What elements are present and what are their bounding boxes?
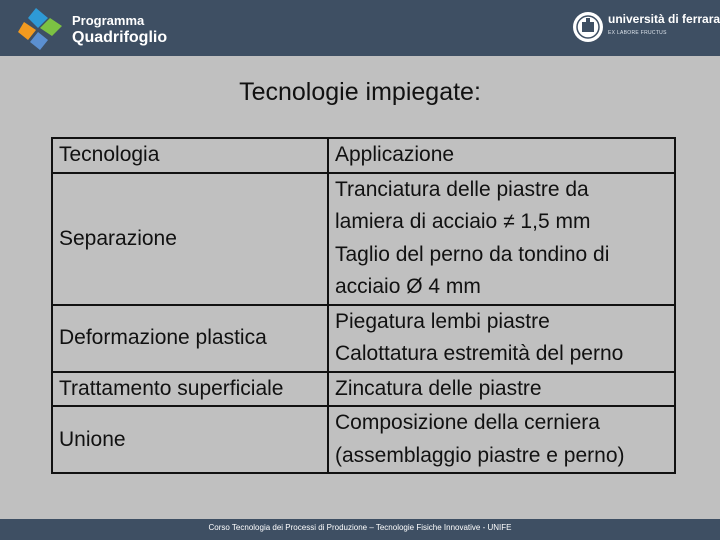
row-application-cell: [328, 305, 675, 372]
row-technology-cell: Trattamento superficiale: [52, 372, 328, 407]
application-line: Zincatura delle piastre: [335, 376, 542, 400]
header-applicazione: Applicazione: [328, 138, 675, 173]
footer-course-text: Corso Tecnologia dei Processi di Produzione – Tecnologie Fisiche Innovative - UNIFE: [208, 523, 512, 532]
slide-title: Tecnologie impiegate:: [239, 78, 481, 106]
programma-quadrifoglio-logo: [12, 4, 182, 52]
logo-wordmark: [72, 12, 167, 46]
logo-line-2: Quadrifoglio: [72, 29, 168, 46]
table-header-row: [52, 138, 675, 173]
application-line: lamiera di acciaio ≠ 1,5 mm: [335, 210, 591, 233]
footer-bar: [0, 519, 720, 540]
application-line: Tranciatura delle piastre da: [335, 177, 589, 201]
row-technology-cell: Separazione: [52, 173, 328, 305]
header-tecnologia: Tecnologia: [52, 138, 328, 173]
technology-table: [51, 137, 676, 474]
header-bar: [0, 0, 720, 56]
university-name: università di ferrara: [608, 12, 720, 26]
row-application-cell: [328, 372, 675, 407]
logo-line-1: Programma: [72, 13, 145, 28]
four-leaf-icon: [16, 4, 68, 52]
application-line: Composizione della cerniera: [335, 411, 600, 434]
application-line: acciaio Ø 4 mm: [335, 275, 481, 298]
table-row: [52, 406, 675, 473]
application-line: Piegatura lembi piastre: [335, 309, 550, 333]
application-line: (assemblaggio piastre e perno): [335, 443, 625, 467]
row-technology-cell: Unione: [52, 406, 328, 473]
row-technology-cell: Deformazione plastica: [52, 305, 328, 372]
university-seal-icon: [572, 11, 604, 43]
application-line: Taglio del perno da tondino di: [335, 242, 610, 266]
university-tagline: EX LABORE FRUCTUS: [608, 30, 667, 36]
table-row: [52, 173, 675, 305]
unife-logo: [568, 8, 720, 48]
table-row: [52, 305, 675, 372]
application-line: Calottatura estremità del perno: [335, 342, 624, 365]
row-application-cell: [328, 406, 675, 473]
row-application-cell: [328, 173, 675, 305]
table-row: [52, 372, 675, 407]
